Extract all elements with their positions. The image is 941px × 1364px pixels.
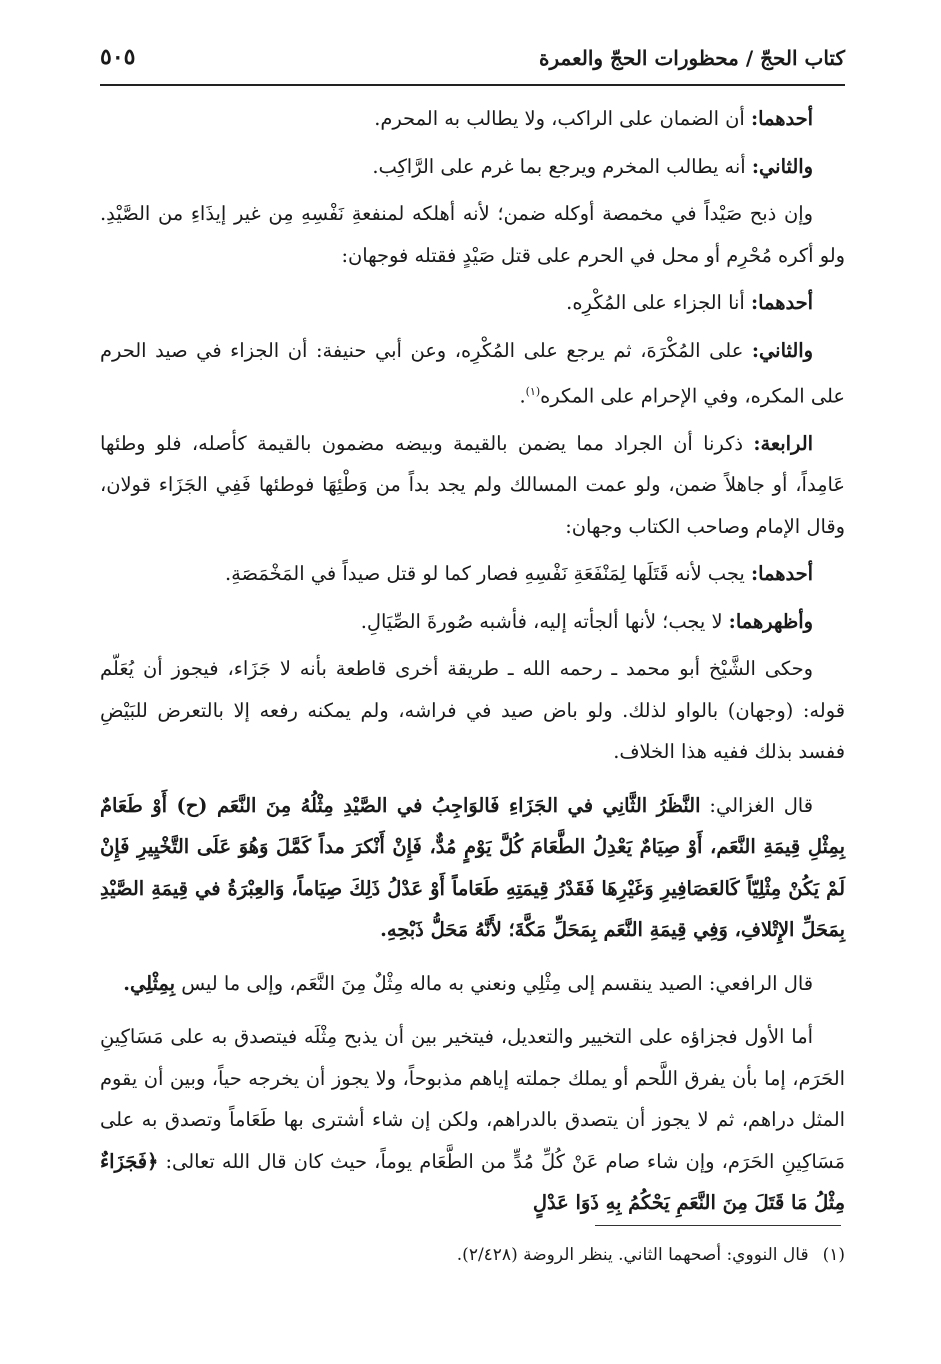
footnote-number: (١) xyxy=(822,1245,845,1265)
paragraph-text: أما الأول فجزاؤه على التخيير والتعديل، فيتخير بين أن يذبح مِثْلَه فيتصدق به على مَسَاكِينِ الحَرَم، إما بأن يفرق اللَّحم أو يملك جملته إياهم مذبوحاً، ولا يجوز أن يخرجه حياً، وبين أن يقوم المثل دراهم، ثم لا يجوز أن يتصدق بالدراهم، ولكن إن شاء أشترى بها طَعَاماً وتصدق به على مَسَاكِينِ الحَرَم، وإن شاء صام عَنْ كُلِّ مُدٍّ من الطَّعَام يوماً، حيث كان قال الله تعالى: xyxy=(100,1025,845,1173)
paragraph-text: أنه يطالب المخرم ويرجع بما غرم على الرَّاكِب. xyxy=(372,154,752,178)
page-header xyxy=(100,40,845,86)
paragraph-text: ذكرنا أن الجراد مما يضمن بالقيمة وبيضه مضمون بالقيمة كأصله، فلو وطئها عَامِداً، أو جاهلاً ضمن، ولو عمت المسالك ولم يجد بداً من وَطْئِهَا فوطئها فَفِي الجَزَاء قولان، وقال الإمام وصاحب الكتاب وجهان: xyxy=(100,431,845,538)
paragraph xyxy=(100,146,845,188)
paragraph-text: لا يجب؛ لأنها ألجأته إليه، فأشبه صُورةَ الصِّيَالِ. xyxy=(360,609,729,633)
paragraph xyxy=(100,963,845,1005)
ghazali-text: النَّظَرُ الثَّانِي في الجَزَاءِ فَالوَاجِبُ في الصَّيْدِ مِثْلُهُ مِنَ النَّعَم (ح) أَوْ طَعَامٌ بِمِثْلِ قِيمَةِ النَّعَم، أَوْ صِيَامٌ يَعْدِلُ الطَّعَامَ كُلَّ يَوْمٍ مُدٌّ، فَإِنْ أَنْكرَ مداً كَمَّلَ وَهُوَ عَلَى التَّخْيِيرِ فَإِنْ لَمْ يَكُنْ مِثْلِيّاً كَالعَصَافِيرِ وَغَيْرِهَا فَقَدْرُ قِيمَتِهِ طَعَاماً أَوْ عَدْلُ ذَلِكَ صِيَاماً، وَالعِبْرَةُ في قِيمَةِ الصَّيْدِ بِمَحَلِّ الإِتْلافِ، وَفِي قِيمَةِ النَّعَم بِمَحَلِّ مَكَّةَ؛ لأَنَّهُ مَحَلُّ ذَبْحِهِ. xyxy=(100,793,845,942)
paragraph-text: يجب لأنه قَتَلَها لِمَنْفَعَةِ نَفْسِهِ فصار كما لو قتل صيداً في المَخْمَصَةِ. xyxy=(224,562,751,586)
paragraph-label: أحدهما: xyxy=(750,291,813,314)
paragraph-text: على المُكْرَهَ، ثم يرجع على المُكْرِه، وعن أبي حنيفة: أن الجزاء في صيد الحرم على المكره، وفي الإحرام على المكره xyxy=(100,338,845,408)
paragraph xyxy=(100,98,845,140)
footnote-divider xyxy=(595,1225,841,1226)
paragraph-text: أنا الجزاء على المُكْرِه. xyxy=(566,291,751,314)
paragraph xyxy=(100,648,845,773)
paragraph-label: أحدهما: xyxy=(750,562,813,586)
paragraph-label: والثاني: xyxy=(751,154,813,178)
quran-quote: ﴿فَجَزَاءٌ مِثْلُ مَا قَتَلَ مِنَ النَّعَمِ يَحْكُمُ بِهِ ذَوَا عَدْلٍ xyxy=(100,1149,845,1215)
footnote xyxy=(100,1240,845,1270)
paragraph-lead: قال الرافعي: الصيد ينقسم إلى مِثْلِي ونعني به ماله مِثْلٌ مِنَ النَّعَم، وإلى ما ليس xyxy=(175,971,813,995)
paragraph xyxy=(100,553,845,595)
paragraph-tail: . xyxy=(519,384,526,408)
page-body xyxy=(100,98,845,1224)
paragraph xyxy=(100,330,845,417)
paragraph xyxy=(100,601,845,643)
paragraph-bold-tail: بِمِثْلِي. xyxy=(123,971,176,995)
footnote-marker: (١) xyxy=(525,385,541,398)
paragraph-label: وأظهرهما: xyxy=(728,609,813,633)
running-title: كتاب الحجّ / محظورات الحجّ والعمرة xyxy=(539,46,845,70)
paragraph-lead: قال الغزالي: xyxy=(700,793,813,817)
paragraph-text: أن الضمان على الراكب، ولا يطالب به المحرم. xyxy=(374,107,751,130)
paragraph xyxy=(100,193,845,276)
paragraph xyxy=(100,785,845,951)
paragraph-text: وإن ذبح صَيْداً في مخمصة أوكله ضمن؛ لأنه أهلكه لمنفعةِ نَفْسِهِ مِن غير إيذَاءِ من الصَّيْدِ. ولو أكره مُحْرِم أو محل في الحرم على قتل صَيْدٍ فقتله فوجهان: xyxy=(100,202,845,267)
paragraph xyxy=(100,423,845,548)
page-number: ٥٠٥ xyxy=(100,44,136,70)
paragraph-label: والثاني: xyxy=(751,338,813,362)
paragraph-label: أحدهما: xyxy=(750,107,813,130)
paragraph-label: الرابعة: xyxy=(753,431,813,455)
paragraph-text: وحكى الشَّيْخ أبو محمد ـ رحمه الله ـ طريقة أخرى قاطعة بأنه لا جَزَاء، فيجوز أن يُعَلّم قوله: (وجهان) بالواو لذلك. ولو باض صيد في فراشه، ولم يمكنه رفعه إلا بالتعرض للبَيْضِ ففسد بذلك ففيه هذا الخلاف. xyxy=(100,657,845,764)
paragraph xyxy=(100,1016,845,1224)
footnote-text: قال النووي: أصحهما الثاني. ينظر الروضة (٢/٤٢٨). xyxy=(456,1245,809,1265)
paragraph xyxy=(100,282,845,324)
